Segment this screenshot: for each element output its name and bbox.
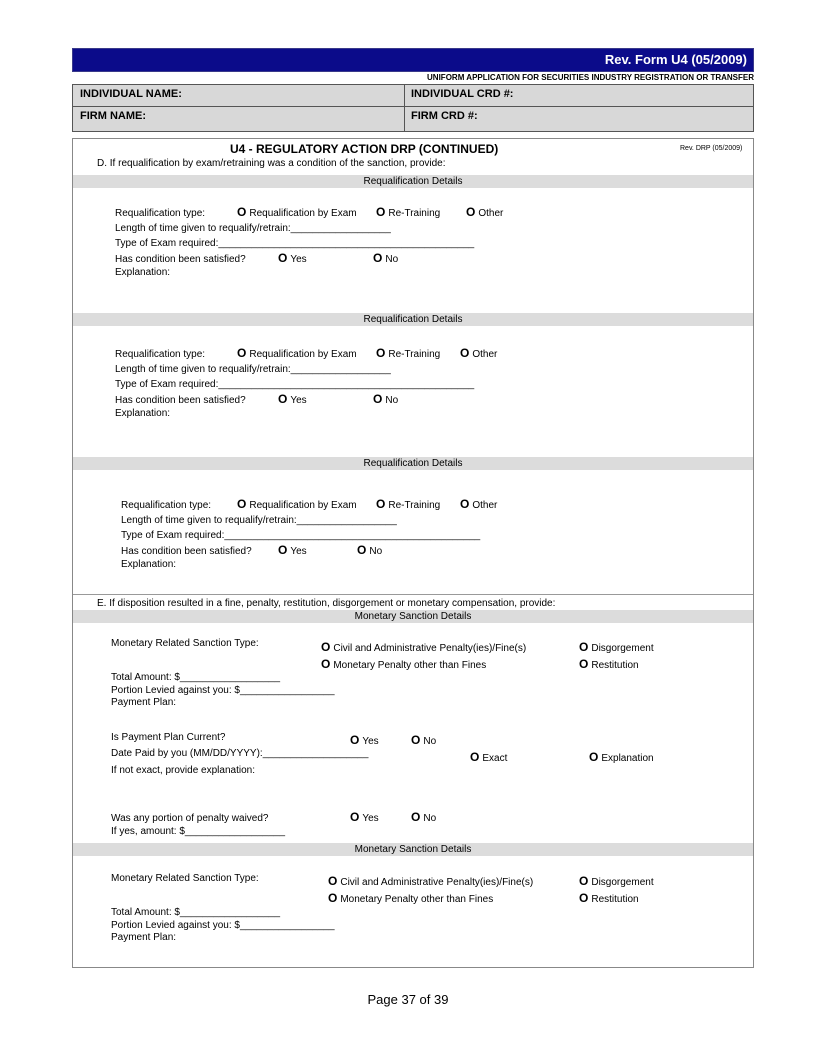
section-divider — [73, 594, 753, 595]
radio-other[interactable]: O Other — [460, 497, 498, 511]
radio-restitution[interactable]: O Restitution — [579, 657, 639, 671]
plan-current-label: Is Payment Plan Current? — [111, 732, 226, 743]
radio-disgorgement[interactable]: O Disgorgement — [579, 874, 654, 888]
radio-explanation[interactable]: O Explanation — [589, 750, 654, 764]
if-yes-amount-field[interactable]: If yes, amount: $__________________ — [111, 826, 286, 837]
total-amount-field[interactable]: Total Amount: $__________________ — [111, 907, 281, 918]
radio-yes[interactable]: O Yes — [278, 543, 307, 557]
radio-no[interactable]: O No — [357, 543, 383, 557]
requal-type-label: Requalification type: — [121, 500, 212, 511]
monetary-band: Monetary Sanction Details — [73, 610, 753, 623]
monetary-type-label: Monetary Related Sanction Type: — [111, 873, 259, 884]
requal-type-label: Requalification type: — [115, 349, 206, 360]
header-divider — [404, 84, 405, 132]
header-divider — [72, 106, 754, 107]
explanation-label: Explanation: — [115, 408, 171, 419]
satisfied-label: Has condition been satisfied? — [115, 395, 246, 406]
section-rev: Rev. DRP (05/2009) — [680, 145, 743, 152]
requal-intro: D. If requalification by exam/retraining was a condition of the sanction, provide: — [97, 158, 446, 169]
firm-name-label: FIRM NAME: — [80, 110, 146, 122]
not-exact-label: If not exact, provide explanation: — [111, 765, 255, 776]
portion-field[interactable]: Portion Levied against you: $_________________ — [111, 685, 335, 696]
explanation-label: Explanation: — [121, 559, 177, 570]
radio-no[interactable]: O No — [373, 392, 399, 406]
waived-label: Was any portion of penalty waived? — [111, 813, 269, 824]
radio-yes[interactable]: O Yes — [278, 251, 307, 265]
length-field[interactable]: Length of time given to requalify/retrain:__________________ — [121, 515, 397, 526]
explanation-label: Explanation: — [115, 267, 171, 278]
length-field[interactable]: Length of time given to requalify/retrain:__________________ — [115, 223, 391, 234]
exam-field[interactable]: Type of Exam required:______________________________________________ — [121, 530, 481, 541]
requal-type-label: Requalification type: — [115, 208, 206, 219]
radio-waived-yes[interactable]: O Yes — [350, 810, 379, 824]
radio-monetary-other[interactable]: O Monetary Penalty other than Fines — [328, 891, 494, 905]
page-number: Page 37 of 39 — [367, 992, 449, 1007]
radio-retraining[interactable]: O Re-Training — [376, 346, 441, 360]
total-amount-field[interactable]: Total Amount: $__________________ — [111, 672, 281, 683]
individual-name-label: INDIVIDUAL NAME: — [80, 88, 182, 100]
date-paid-field[interactable]: Date Paid by you (MM/DD/YYYY):___________________ — [111, 748, 369, 759]
form-subtitle: UNIFORM APPLICATION FOR SECURITIES INDUSTRY REGISTRATION OR TRANSFER — [427, 73, 754, 82]
radio-other[interactable]: O Other — [460, 346, 498, 360]
firm-crd-label: FIRM CRD #: — [411, 110, 478, 122]
requal-band: Requalification Details — [73, 457, 753, 470]
payment-plan-label: Payment Plan: — [111, 697, 177, 708]
radio-requal-exam[interactable]: O Requalification by Exam — [237, 497, 357, 511]
form-banner — [72, 48, 754, 72]
requal-band: Requalification Details — [73, 313, 753, 326]
exam-field[interactable]: Type of Exam required:______________________________________________ — [115, 238, 475, 249]
section-title: U4 - REGULATORY ACTION DRP (CONTINUED) — [230, 142, 499, 156]
exam-field[interactable]: Type of Exam required:______________________________________________ — [115, 379, 475, 390]
satisfied-label: Has condition been satisfied? — [121, 546, 252, 557]
length-field[interactable]: Length of time given to requalify/retrain:__________________ — [115, 364, 391, 375]
rev-form-title: Rev. Form U4 (05/2009) — [604, 52, 747, 67]
radio-monetary-other[interactable]: O Monetary Penalty other than Fines — [321, 657, 487, 671]
radio-requal-exam[interactable]: O Requalification by Exam — [237, 205, 357, 219]
radio-exact[interactable]: O Exact — [470, 750, 508, 764]
radio-disgorgement[interactable]: O Disgorgement — [579, 640, 654, 654]
radio-yes[interactable]: O Yes — [278, 392, 307, 406]
portion-field[interactable]: Portion Levied against you: $_________________ — [111, 920, 335, 931]
radio-requal-exam[interactable]: O Requalification by Exam — [237, 346, 357, 360]
radio-restitution[interactable]: O Restitution — [579, 891, 639, 905]
radio-plan-yes[interactable]: O Yes — [350, 733, 379, 747]
monetary-band: Monetary Sanction Details — [73, 843, 753, 856]
radio-retraining[interactable]: O Re-Training — [376, 205, 441, 219]
radio-plan-no[interactable]: O No — [411, 733, 437, 747]
satisfied-label: Has condition been satisfied? — [115, 254, 246, 265]
monetary-type-label: Monetary Related Sanction Type: — [111, 638, 259, 649]
individual-crd-label: INDIVIDUAL CRD #: — [411, 88, 514, 100]
payment-plan-label: Payment Plan: — [111, 932, 177, 943]
radio-no[interactable]: O No — [373, 251, 399, 265]
radio-other[interactable]: O Other — [466, 205, 504, 219]
radio-retraining[interactable]: O Re-Training — [376, 497, 441, 511]
radio-waived-no[interactable]: O No — [411, 810, 437, 824]
requal-band: Requalification Details — [73, 175, 753, 188]
monetary-intro: E. If disposition resulted in a fine, penalty, restitution, disgorgement or monetary compensation, provide: — [97, 598, 556, 609]
radio-civil-penalty[interactable]: O Civil and Administrative Penalty(ies)/Fine(s) — [321, 640, 527, 654]
radio-civil-penalty[interactable]: O Civil and Administrative Penalty(ies)/Fine(s) — [328, 874, 534, 888]
